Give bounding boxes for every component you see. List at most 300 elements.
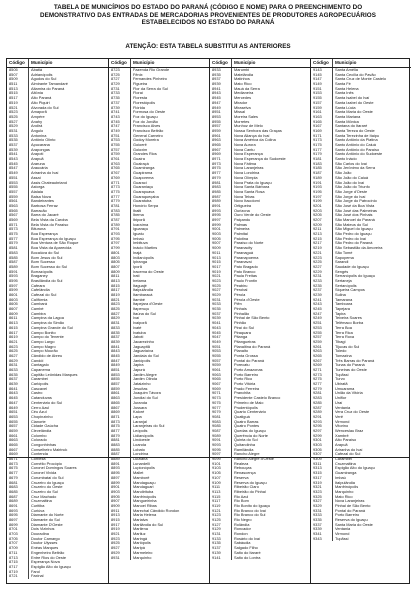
municipality-name: Pato Branco	[231, 270, 310, 275]
municipality-code: 8947	[212, 100, 221, 105]
municipality-name: Quatro Pontes	[231, 424, 310, 429]
municipality-code: 8801	[111, 250, 120, 255]
municipality-name: Ibiporã	[130, 218, 209, 223]
municipality-code: 9257	[313, 335, 322, 340]
municipality-code: 8837	[111, 335, 120, 340]
municipality-name: Adrianópolis	[28, 73, 108, 78]
municipality-code: 8779	[111, 199, 120, 204]
municipality-code: 8719	[9, 569, 18, 574]
municipality-code: 8565	[9, 208, 18, 213]
municipality-name: Pinhal de São Bento	[332, 504, 411, 509]
municipality-code: 8777	[111, 194, 120, 199]
municipality-code: 8887	[111, 452, 120, 457]
municipality-code: 8871	[111, 414, 120, 419]
municipality-name: Nova Laranjeiras	[332, 499, 411, 504]
municipality-code: 9309	[313, 457, 322, 462]
municipality-name: Mandirituba	[130, 490, 209, 495]
municipality-code: 9329	[313, 503, 322, 508]
municipality-name: Cambira	[28, 312, 108, 317]
municipality-name: Cafezal do Sul	[28, 293, 108, 298]
municipality-code: 8659	[9, 428, 18, 433]
column-rows	[109, 68, 209, 583]
municipality-name: Bela Vista do Paraíso	[28, 223, 108, 228]
municipality-name: Sertaneja	[332, 279, 411, 284]
municipality-name: Cambará	[28, 302, 108, 307]
municipality-name: Cafezal do Sul	[332, 452, 411, 457]
municipality-name: Marumbi	[231, 68, 310, 73]
municipality-code: 8957	[212, 124, 221, 129]
municipality-name: Cerro Azul	[28, 406, 108, 411]
municipality-name: Boa Esperança	[28, 232, 108, 237]
municipality-name: Espigão Alto do Iguaçu	[332, 466, 411, 471]
municipality-code: 9053	[212, 349, 221, 354]
municipality-code: 8767	[111, 171, 120, 176]
municipality-code: 8509	[9, 77, 18, 82]
municipality-code: 9149	[313, 82, 322, 87]
municipality-code: 9145	[313, 72, 322, 77]
municipality-name: Lidianópolis	[130, 434, 209, 439]
municipality-code: 8961	[212, 133, 221, 138]
municipality-name: Nova Olímpia	[231, 176, 310, 181]
municipality-code: 8997	[212, 218, 221, 222]
municipality-code: 9307	[313, 452, 322, 457]
municipality-name: Fernandes Pinheiro	[130, 77, 209, 82]
municipality-code: 9039	[212, 316, 221, 321]
municipality-code: 8833	[111, 325, 120, 330]
municipality-name: Bandeirantes	[28, 199, 108, 204]
column-rows	[210, 68, 310, 583]
municipality-name: Pontal do Paraná	[332, 509, 411, 514]
municipality-name: Tomazina	[332, 354, 411, 359]
municipality-name: Ubiratã	[332, 382, 411, 387]
municipality-name: Campo Largo	[28, 340, 108, 345]
municipality-code: 9217	[313, 241, 322, 246]
municipality-code: 8615	[9, 325, 18, 330]
municipality-code: 8539	[9, 147, 18, 152]
municipality-code: 8673	[9, 461, 18, 466]
municipality-code: 8863	[111, 396, 120, 401]
municipality-name: Guamiranga	[130, 166, 209, 171]
municipality-name: Almirante Tamandaré	[28, 82, 108, 87]
municipality-name: Bom Sucesso do Sul	[28, 265, 108, 270]
municipality-code: 9161	[313, 110, 322, 115]
municipality-name: Colorado	[28, 438, 108, 443]
municipality-code: 8925	[111, 541, 120, 546]
municipality-code: 8839	[111, 339, 120, 344]
municipality-code: 8527	[9, 119, 18, 124]
municipality-table	[6, 58, 410, 584]
municipality-code: 9059	[212, 363, 221, 368]
municipality-code: 9203	[313, 208, 322, 213]
municipality-name: General Carneiro	[130, 134, 209, 139]
municipality-name: Munhoz de Melo	[231, 124, 310, 129]
municipality-code: 8533	[9, 133, 18, 138]
municipality-name: Palotina	[231, 237, 310, 242]
municipality-code: 9147	[313, 77, 322, 82]
municipality-name: Engenheiro Beltrão	[28, 551, 108, 556]
municipality-name: Roncador	[231, 527, 310, 532]
municipality-code: 9079	[212, 410, 221, 415]
municipality-code: 8541	[9, 152, 18, 157]
municipality-code: 9341	[313, 532, 322, 537]
municipality-name: Pato Bragado	[231, 265, 310, 270]
municipality-code: 8733	[111, 91, 120, 96]
column-rows	[311, 68, 411, 583]
municipality-code: 9097	[212, 452, 221, 457]
title-line-3: ESTABELECIDOS NO ESTADO DO PARANÁ	[141, 19, 275, 27]
municipality-code: 8845	[111, 353, 120, 358]
municipality-code: 8945	[212, 96, 221, 101]
municipality-name: Contenda	[28, 452, 108, 457]
municipality-code: 9255	[313, 330, 322, 335]
municipality-code: 8579	[9, 241, 18, 246]
municipality-name: Cantagalo	[28, 363, 108, 368]
municipality-code: 9237	[313, 288, 322, 293]
municipality-code: 9157	[313, 100, 322, 105]
municipality-code: 8913	[111, 513, 120, 518]
municipality-name: Nova Prata do Iguaçu	[231, 181, 310, 186]
municipality-name: Planalto	[231, 349, 310, 354]
municipality-code: 8867	[111, 405, 120, 410]
municipality-code: 8573	[9, 227, 18, 232]
municipality-code: 9193	[313, 185, 322, 190]
municipality-code: 8923	[111, 536, 120, 541]
municipality-name: Mariluz	[130, 532, 209, 537]
municipality-code: 8823	[111, 302, 120, 307]
code-header: Código	[9, 60, 25, 65]
municipality-name: São Jerônimo da Serra	[332, 166, 411, 171]
municipality-name: Miraselva	[231, 106, 310, 111]
municipality-code: 8781	[111, 203, 120, 208]
municipality-code: 8713	[9, 555, 18, 560]
municipality-name: Antônio Olinto	[28, 138, 108, 143]
municipality-name: Pinhão	[231, 321, 310, 326]
municipality-name: Ribeirão do Pinhal	[231, 490, 310, 495]
municipality-name: Quatro Barras	[231, 420, 310, 425]
municipality-code: 9073	[212, 396, 221, 401]
municipality-name: Rio Branco do Sul	[231, 513, 310, 518]
municipality-name: Peabiru	[231, 284, 310, 289]
municipality-name: Telêmaco Borba	[332, 321, 411, 326]
municipality-code: 8515	[9, 91, 18, 96]
municipality-code: 8609	[9, 311, 18, 316]
municipality-name: Anahy	[28, 120, 108, 125]
municipality-code: 9289	[313, 410, 322, 415]
municipality-code: 8549	[9, 171, 18, 176]
municipality-code: 8581	[9, 246, 18, 251]
municipality-name: Quarto Centenário	[231, 410, 310, 415]
municipality-name: Pontal do Paraná	[231, 359, 310, 364]
municipality-name: Astorga	[28, 185, 108, 190]
table-column	[209, 59, 310, 583]
municipality-code: 9133	[212, 536, 221, 541]
municipality-name: Rolândia	[231, 523, 310, 528]
municipality-name: Siqueira Campos	[332, 288, 411, 293]
municipality-code: 9153	[313, 91, 322, 96]
municipality-code: 8973	[212, 161, 221, 166]
municipality-code: 8653	[9, 414, 18, 419]
municipality-name: Jundiaí do Sul	[130, 396, 209, 401]
municipality-name: Flor da Serra do Sul	[130, 87, 209, 92]
municipality-code: 9129	[212, 527, 221, 532]
municipality-name: Rancho Alegre d'Oeste	[231, 457, 310, 462]
municipality-name: Morretes	[231, 120, 310, 125]
municipality-name: Jardim Alegre	[130, 373, 209, 378]
municipality-code: 9293	[313, 419, 322, 424]
municipality-name: Reserva do Iguaçu	[332, 518, 411, 523]
municipality-name: Porto Barreiro	[231, 373, 310, 378]
municipality-code: 8827	[111, 311, 120, 316]
municipality-code: 8657	[9, 424, 18, 429]
municipality-name: Ibaiti	[130, 209, 209, 214]
municipality-code: 9131	[212, 532, 221, 537]
municipality-code: 8911	[111, 508, 120, 513]
municipality-code: 9225	[313, 260, 322, 265]
municipality-name: Rosário do Ivaí	[231, 537, 310, 542]
municipality-name: Itaguajé	[130, 284, 209, 289]
municipality-name: Cruzeiro do Sul	[28, 490, 108, 495]
municipality-name: Altônia	[28, 91, 108, 96]
municipality-code: 9265	[313, 353, 322, 358]
municipality-code: 8537	[9, 143, 18, 147]
municipality-name: Paranacity	[231, 246, 310, 251]
municipality-code: 9115	[212, 494, 221, 499]
municipality-name: Turvo	[332, 377, 411, 382]
name-header: Município	[28, 59, 108, 67]
municipality-name: Francisco Alves	[130, 124, 209, 129]
municipality-name: Presidente Castelo Branco	[231, 396, 310, 401]
municipality-code: 8875	[111, 424, 120, 429]
municipality-code: 8649	[9, 405, 18, 410]
municipality-code: 9227	[313, 264, 322, 269]
municipality-name: Cascavel	[28, 387, 108, 392]
municipality-code: 9093	[212, 443, 221, 447]
municipality-name: Japira	[130, 363, 209, 368]
municipality-code: 8881	[111, 438, 120, 443]
municipality-code: 9233	[313, 278, 322, 283]
municipality-code: 8919	[111, 527, 120, 532]
municipality-code: 8547	[9, 166, 18, 171]
municipality-name: Salto do Lontra	[231, 556, 310, 561]
municipality-code: 8645	[9, 396, 18, 401]
municipality-code: 9287	[313, 405, 322, 410]
municipality-code: 8511	[9, 82, 18, 87]
municipality-code: 8807	[111, 264, 120, 269]
municipality-name: Paraíso do Norte	[231, 241, 310, 246]
municipality-name: Capanema	[28, 368, 108, 373]
municipality-name: Ampére	[28, 115, 108, 120]
municipality-name: Mamborê	[130, 476, 209, 481]
municipality-code: 9021	[212, 274, 221, 279]
municipality-name: Colombo	[28, 434, 108, 439]
municipality-name: Pitangueiras	[231, 340, 310, 345]
municipality-code: 8935	[212, 72, 221, 77]
municipality-code: 9267	[313, 358, 322, 363]
municipality-name: Nova Tebas	[231, 195, 310, 200]
municipality-name: Bom Sucesso	[28, 260, 108, 265]
municipality-name: Ivaté	[130, 326, 209, 331]
municipality-name: Imbituva	[130, 241, 209, 246]
municipality-code: 9209	[313, 222, 322, 227]
municipality-name: Guaporema	[130, 176, 209, 181]
municipality-code: 8999	[212, 222, 221, 227]
municipality-name: São João do Triunfo	[332, 185, 411, 190]
municipality-name: Tupãssi	[332, 537, 411, 542]
municipality-code: 8745	[111, 119, 120, 124]
municipality-code: 8525	[9, 114, 18, 119]
municipality-name: Uniflor	[332, 396, 411, 401]
municipality-name: Nova Aliança do Ivaí	[231, 134, 310, 139]
municipality-name: Quinta do Sol	[231, 438, 310, 443]
municipality-code: 9319	[313, 480, 322, 485]
municipality-code: 8715	[9, 560, 18, 565]
municipality-code: 9123	[212, 513, 221, 518]
municipality-code: 8623	[9, 344, 18, 349]
municipality-code: 8661	[9, 433, 18, 438]
municipality-name: Sapopema	[332, 256, 411, 261]
table-row	[109, 556, 209, 561]
municipality-name: Mirador	[231, 101, 310, 106]
municipality-code: 8891	[111, 461, 120, 466]
municipality-name: Nova Esperança	[231, 152, 310, 157]
municipality-code: 8621	[9, 339, 18, 344]
municipality-code: 9247	[313, 311, 322, 316]
municipality-name: Lapa	[130, 415, 209, 420]
municipality-code: 8551	[9, 175, 18, 180]
municipality-name: Irati	[130, 274, 209, 279]
municipality-name: Londrina	[130, 452, 209, 457]
municipality-code: 8701	[9, 527, 18, 532]
municipality-name: Guamiranga	[332, 471, 411, 476]
municipality-code: 8647	[9, 400, 18, 405]
municipality-name: Rondon	[231, 532, 310, 537]
municipality-code: 8643	[9, 391, 18, 396]
municipality-name: Goioxim	[130, 148, 209, 153]
municipality-code: 9095	[212, 447, 221, 452]
municipality-code: 8607	[9, 307, 18, 312]
municipality-name: Ventania	[332, 406, 411, 411]
municipality-code: 8729	[111, 82, 120, 87]
municipality-code: 9029	[212, 293, 221, 297]
municipality-code: 9185	[313, 166, 322, 171]
municipality-name: Jaboti	[130, 335, 209, 340]
municipality-name: Paiçandu	[231, 218, 310, 223]
municipality-name: Planaltina do Paraná	[231, 345, 310, 350]
municipality-code: 9327	[313, 499, 322, 504]
municipality-name: Antonina	[28, 134, 108, 139]
municipality-name: Laranjal	[130, 420, 209, 425]
municipality-name: Ariranha do Ivaí	[332, 448, 411, 453]
municipality-code: 9011	[212, 250, 221, 255]
municipality-code: 9127	[212, 522, 221, 527]
municipality-code: 9037	[212, 311, 221, 316]
municipality-code: 8731	[111, 86, 120, 91]
municipality-name: Quitandinha	[231, 443, 310, 448]
municipality-code: 8671	[9, 457, 18, 462]
municipality-name: Santa Isabel do Ivaí	[332, 96, 411, 101]
municipality-code: 8927	[111, 546, 120, 551]
municipality-name: São Sebastião da Amoreira	[332, 246, 411, 251]
municipality-name: Congonhinhas	[28, 443, 108, 448]
municipality-code: 8599	[9, 288, 18, 293]
section-divider	[7, 457, 409, 458]
municipality-name: Rio Negro	[231, 518, 310, 523]
municipality-name: Jussara	[130, 406, 209, 411]
municipality-name: Goioerê	[130, 143, 209, 148]
municipality-name: Fênix	[130, 73, 209, 78]
municipality-name: Carambeí	[332, 457, 411, 462]
municipality-name: Icaraíma	[130, 223, 209, 228]
municipality-name: Mercedes	[231, 96, 310, 101]
municipality-name: Jardim Olinda	[130, 377, 209, 382]
municipality-name: Primeiro de Maio	[231, 401, 310, 406]
document-subtitle: ATENÇÃO: ESTA TABELA SUBSTITUI AS ANTERIORES	[125, 43, 291, 50]
municipality-name: Virmond	[332, 420, 411, 425]
municipality-name: Itapejara d'Oeste	[130, 302, 209, 307]
municipality-name: Paranaguá	[231, 251, 310, 256]
municipality-code: 9187	[313, 171, 322, 176]
municipality-name: Nova Santa Rosa	[231, 190, 310, 195]
municipality-name: Santa Maria do Oeste	[332, 110, 411, 115]
municipality-code: 8711	[9, 550, 18, 555]
municipality-code: 8705	[9, 536, 18, 541]
municipality-name: Catanduvas	[28, 396, 108, 401]
municipality-code: 8905	[111, 494, 120, 499]
municipality-name: Rebouças	[231, 466, 310, 471]
municipality-code: 8751	[111, 133, 120, 138]
municipality-code: 9219	[313, 246, 322, 251]
municipality-code: 9155	[313, 96, 322, 101]
municipality-name: Tunas do Paraná	[332, 363, 411, 368]
municipality-name: Diamante do Norte	[28, 513, 108, 518]
municipality-name: Paula Freitas	[231, 274, 310, 279]
municipality-name: Iporã	[130, 265, 209, 270]
municipality-code: 8849	[111, 363, 120, 368]
municipality-code: 8857	[111, 382, 120, 387]
municipality-name: Jacarezinho	[130, 340, 209, 345]
municipality-name: Terra Boa	[332, 326, 411, 331]
column-header	[109, 59, 209, 68]
municipality-code: 8761	[111, 157, 120, 162]
municipality-code: 9071	[212, 391, 221, 396]
municipality-name: São José da Boa Vista	[332, 204, 411, 209]
municipality-code: 8677	[9, 471, 18, 476]
municipality-name: Candói	[28, 359, 108, 364]
municipality-code: 8567	[9, 213, 18, 218]
municipality-name: Vera Cruz do Oeste	[332, 410, 411, 415]
municipality-code: 8631	[9, 363, 18, 368]
municipality-name: Tibagi	[332, 340, 411, 345]
municipality-name: Tapejara	[332, 307, 411, 312]
municipality-code: 8753	[111, 138, 120, 143]
municipality-code: 8765	[111, 166, 120, 171]
municipality-name: Vitorino	[332, 424, 411, 429]
municipality-name: Farol	[28, 570, 108, 575]
municipality-code: 9291	[313, 414, 322, 419]
municipality-name: Castro	[28, 391, 108, 396]
municipality-code: 8739	[111, 105, 120, 110]
municipality-name: Carlópolis	[28, 382, 108, 387]
municipality-name: Lobato	[130, 448, 209, 453]
municipality-name: Tapira	[332, 312, 411, 317]
municipality-name: Espigão Alto do Iguaçu	[28, 565, 108, 570]
municipality-code: 9005	[212, 236, 221, 241]
municipality-code: 8601	[9, 293, 18, 297]
municipality-name: Campo Bonito	[28, 331, 108, 336]
column-header	[311, 59, 411, 68]
municipality-code: 9173	[313, 138, 322, 143]
municipality-code: 8851	[111, 368, 120, 372]
